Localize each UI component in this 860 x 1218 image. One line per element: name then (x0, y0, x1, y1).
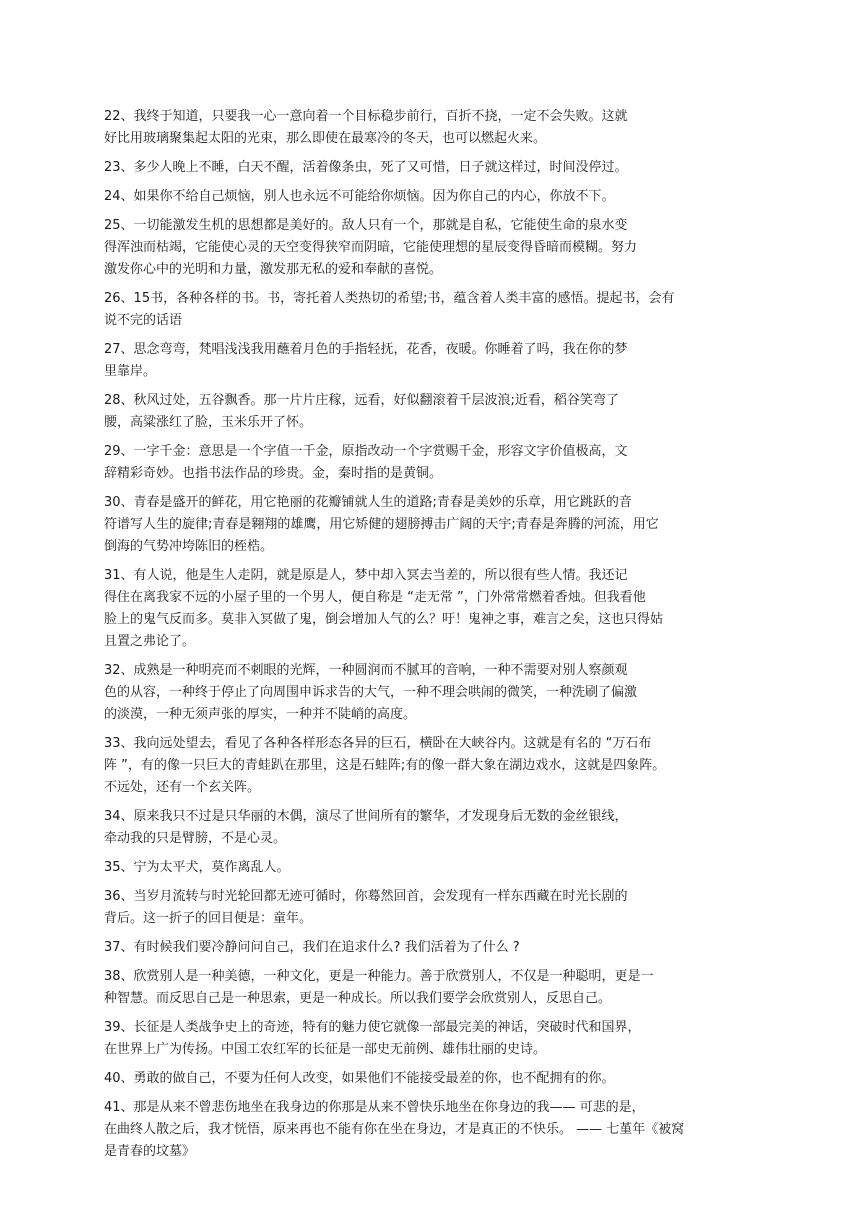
paragraph-line: 32、成熟是一种明亮而不刺眼的光辉，一种圆润而不腻耳的音响，一种不需要对别人察颜观 (104, 663, 628, 678)
paragraph-line: 且置之弗论了。 (104, 634, 196, 649)
paragraph-line: 得住在离我家不远的小屋子里的一个男人，便自称是 “走无常 ”，门外常常燃着香烛。但我看他 (104, 590, 646, 605)
paragraph-line: 背后。这一折子的回目便是：童年。 (104, 911, 313, 926)
paragraph-line: 27、思念弯弯，梵唱浅浅我用蘸着月色的手指轻抚，花香，夜暖。你睡着了吗，我在你的梦 (104, 342, 628, 357)
paragraph-line: 是青春的坟墓》 (104, 1144, 196, 1159)
numbered-paragraph (104, 106, 754, 150)
paragraph-line: 辞精彩奇妙。也指书法作品的珍贵。金，秦时指的是黄铜。 (104, 466, 443, 481)
paragraph-line: 39、长征是人类战争史上的奇迹，特有的魅力使它就像一部最完美的神话，突破时代和国界， (104, 1020, 641, 1035)
paragraph-line: 25、一切能激发生机的思想都是美好的。敌人只有一个，那就是自私，它能使生命的泉水变 (104, 218, 628, 233)
paragraph-line: 36、当岁月流转与时光轮回都无迹可循时，你蓦然回首，会发现有一样东西藏在时光长剧的 (104, 889, 628, 904)
numbered-paragraph (104, 806, 754, 850)
paragraph-line: 26、15书，各种各样的书。书，寄托着人类热切的希望;书，蕴含着人类丰富的感悟。提起书，会有 (104, 291, 675, 306)
paragraph-line: 34、原来我只不过是只华丽的木偶，演尽了世间所有的繁华，才发现身后无数的金丝银线， (104, 809, 628, 824)
paragraph-line: 好比用玻璃聚集起太阳的光束，那么即使在最寒冷的冬天，也可以燃起火来。 (104, 131, 547, 146)
paragraph-line: 30、青春是盛开的鲜花，用它艳丽的花瓣铺就人生的道路;青春是美妙的乐章，用它跳跃的音 (104, 495, 632, 510)
numbered-paragraph (104, 886, 754, 930)
paragraph-line: 脸上的鬼气反而多。莫非入冥做了鬼，倒会增加人气的么？吁！鬼神之事，难言之矣，这也只得姑 (104, 612, 664, 627)
numbered-paragraph (104, 288, 754, 332)
paragraph-line: 激发你心中的光明和力量，激发那无私的爱和奉献的喜悦。 (104, 262, 443, 277)
paragraph-line: 倒海的气势冲垮陈旧的桎梏。 (104, 539, 274, 554)
numbered-paragraph (104, 937, 754, 959)
paragraph-line: 的淡漠，一种无须声张的厚实，一种并不陡峭的高度。 (104, 707, 417, 722)
paragraph-line: 种智慧。而反思自己是一种思索，更是一种成长。所以我们要学会欣赏别人，反思自己。 (104, 991, 612, 1006)
numbered-paragraph (104, 441, 754, 485)
numbered-paragraph (104, 565, 754, 653)
paragraph-line: 在世界上广为传扬。中国工农红军的长征是一部史无前例、雄伟壮丽的史诗。 (104, 1042, 547, 1057)
paragraph-line: 里靠岸。 (104, 364, 157, 379)
paragraph-line: 符谱写人生的旋律;青春是翱翔的雄鹰，用它矫健的翅膀搏击广阔的天宇;青春是奔腾的河流，用它 (104, 517, 659, 532)
paragraph-line: 31、有人说，他是生人走阴，就是原是人，梦中却入冥去当差的，所以很有些人情。我还记 (104, 568, 628, 583)
numbered-paragraph (104, 660, 754, 726)
paragraph-line: 35、宁为太平犬，莫作离乱人。 (104, 860, 290, 875)
paragraph-line: 阵 ”，有的像一只巨大的青蛙趴在那里，这是石蛙阵;有的像一群大象在湖边戏水，这就是四象阵。 (104, 758, 666, 773)
paragraph-line: 38、欣赏别人是一种美德，一种文化，更是一种能力。善于欣赏别人，不仅是一种聪明，更是一 (104, 969, 654, 984)
numbered-paragraph (104, 157, 754, 179)
paragraph-line: 说不完的话语 (104, 313, 183, 328)
numbered-paragraph (104, 492, 754, 558)
paragraph-line: 22、我终于知道，只要我一心一意向着一个目标稳步前行，百折不挠，一定不会失败。这就 (104, 109, 628, 124)
paragraph-line: 33、我向远处望去，看见了各种各样形态各异的巨石，横卧在大峡谷内。这就是有名的 “万石布 (104, 736, 652, 751)
numbered-paragraph (104, 186, 754, 208)
paragraph-line: 腰，高粱涨红了脸，玉米乐开了怀。 (104, 415, 313, 430)
numbered-paragraph (104, 1097, 754, 1163)
paragraph-line: 不远处，还有一个玄关阵。 (104, 780, 261, 795)
numbered-paragraph (104, 339, 754, 383)
numbered-paragraph (104, 1068, 754, 1090)
numbered-paragraph (104, 966, 754, 1010)
paragraph-line: 色的从容，一种终于停止了向周围申诉求告的大气，一种不理会哄闹的微笑，一种洗刷了偏激 (104, 685, 638, 700)
paragraph-line: 23、多少人晚上不睡，白天不醒，活着像条虫，死了又可惜，日子就这样过，时间没停过。 (104, 160, 628, 175)
document-body (104, 106, 754, 1170)
numbered-paragraph (104, 390, 754, 434)
paragraph-line: 41、那是从来不曾悲伤地坐在我身边的你那是从来不曾快乐地坐在你身边的我—— 可悲的是， (104, 1100, 645, 1115)
paragraph-line: 在曲终人散之后，我才恍悟，原来再也不能有你在坐在身边，才是真正的不快乐。 —— 七堇年《被窝 (104, 1122, 685, 1137)
numbered-paragraph (104, 1017, 754, 1061)
paragraph-line: 37、有时候我们要冷静问问自己，我们在追求什么? 我们活着为了什么 ? (104, 940, 520, 955)
numbered-paragraph (104, 733, 754, 799)
paragraph-line: 24、如果你不给自己烦恼，别人也永远不可能给你烦恼。因为你自己的内心，你放不下。 (104, 189, 615, 204)
paragraph-line: 牵动我的只是臂膀，不是心灵。 (104, 831, 287, 846)
paragraph-line: 29、一字千金：意思是一个字值一千金，原指改动一个字赏赐千金，形容文字价值极高，文 (104, 444, 628, 459)
paragraph-line: 40、勇敢的做自己，不要为任何人改变，如果他们不能接受最差的你，也不配拥有的你。 (104, 1071, 615, 1086)
numbered-paragraph (104, 215, 754, 281)
paragraph-line: 得浑浊而枯竭，它能使心灵的天空变得狭窄而阴暗，它能使理想的星辰变得昏暗而模糊。努力 (104, 240, 638, 255)
paragraph-line: 28、秋风过处，五谷飘香。那一片片庄稼，远看，好似翻滚着千层波浪;近看，稻谷笑弯了 (104, 393, 619, 408)
numbered-paragraph (104, 857, 754, 879)
